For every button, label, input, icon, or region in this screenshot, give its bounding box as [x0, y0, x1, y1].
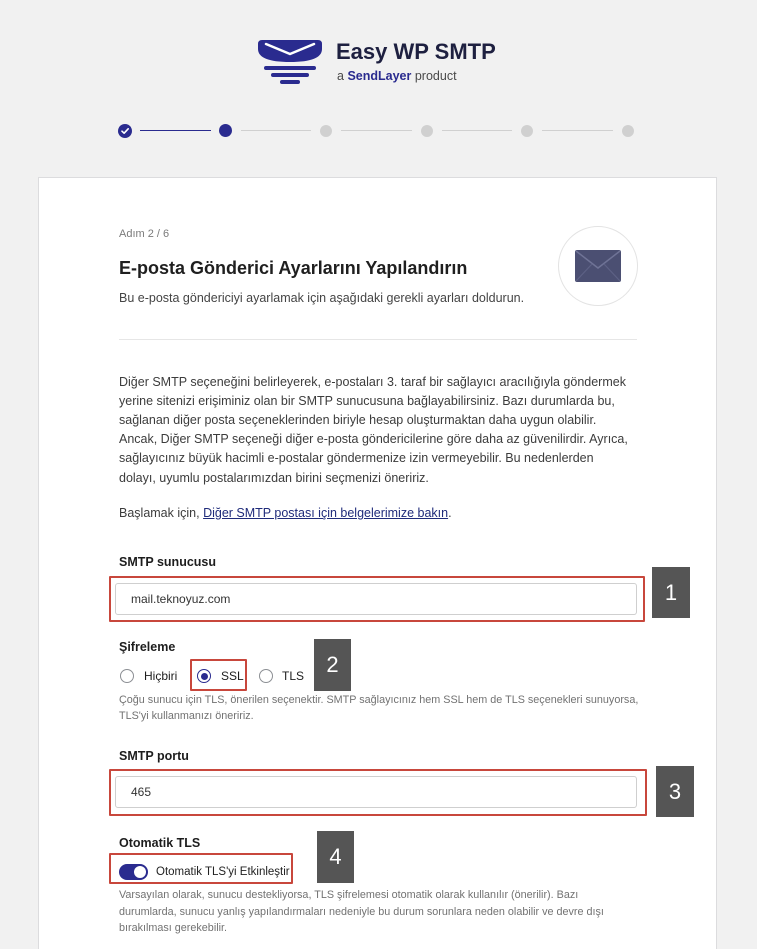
tagline-prefix: a [337, 69, 344, 83]
annotation-badge-1: 1 [652, 567, 690, 618]
docs-cta-suffix: . [448, 506, 452, 520]
progress-connector [542, 130, 613, 131]
header-divider [119, 339, 637, 340]
progress-connector [140, 130, 211, 131]
annotation-box-4 [109, 853, 293, 884]
encryption-help-line: Çoğu sunucu için TLS, önerilen seçenektir. SMTP sağlayıcınız hem SSL hem de TLS seçenekleri sunuyorsa, [119, 694, 639, 706]
annotation-badge-2: 2 [314, 639, 351, 691]
annotation-box-2 [190, 659, 247, 691]
envelope-icon [574, 249, 622, 283]
intro-line: Diğer SMTP seçeneğini belirleyerek, e-postaları 3. taraf bir sağlayıcı aracılığıyla göndermek [119, 374, 626, 389]
check-icon [118, 124, 132, 138]
progress-step-4 [421, 125, 433, 137]
page-title: E-posta Gönderici Ayarlarını Yapılandırın [119, 258, 468, 278]
intro-line: Ancak, Diğer SMTP seçeneği diğer e-posta göndericilerine göre daha az güvenilirdir. Ayrıca, [119, 432, 628, 447]
docs-cta-prefix: Başlamak için, [119, 506, 200, 520]
auto-tls-help-line: durumlarda, sunucu yanlış yapılandırmaları nedeniyle bu durum sorunlara neden olabilir ve devre dışı [119, 906, 604, 918]
logo-tagline [337, 68, 457, 84]
step-icon-circle [558, 226, 638, 306]
intro-line: sağlanan diğer posta seçeneklerinden biriyle hesap oluşturmaktan daha uygun olabilir. [119, 412, 597, 427]
annotation-box-3 [109, 769, 647, 816]
intro-line: yerine sitenizi erişiminiz olan bir SMTP sunucusuna bağlayabilirsiniz. Bazı durumlarda bu, [119, 393, 615, 408]
logo-title: Easy WP SMTP [336, 39, 496, 64]
tagline-suffix: product [414, 69, 457, 83]
auto-tls-label: Otomatik TLS [119, 836, 201, 850]
page-subtitle: Bu e-posta göndericiyi ayarlamak için aşağıdaki gerekli ayarları doldurun. [119, 291, 525, 305]
setup-card [38, 177, 717, 949]
progress-step-1 [118, 124, 132, 138]
encryption-radio-tls[interactable] [259, 669, 273, 683]
step-counter: Adım 2 / 6 [119, 228, 170, 240]
encryption-option-ssl-label[interactable]: SSL [221, 669, 244, 683]
docs-cta [119, 504, 452, 523]
auto-tls-toggle-label[interactable]: Otomatik TLS'yi Etkinleştir [156, 866, 290, 878]
encryption-label: Şifreleme [119, 640, 176, 654]
annotation-badge-3: 3 [656, 766, 694, 817]
progress-connector [341, 130, 412, 131]
intro-line: dolayı, uyumlu postalarımızdan birini seçmenizi öneririz. [119, 470, 429, 485]
progress-connector [442, 130, 513, 131]
progress-step-2 [219, 124, 232, 137]
intro-line: sağlayıcınız büyük hacimli e-postalar göndermenize izin vermeyebilir. Bu nedenlerden [119, 451, 594, 466]
easy-wp-smtp-logo-icon [258, 40, 322, 84]
encryption-option-tls-label[interactable]: TLS [282, 669, 305, 683]
progress-step-3 [320, 125, 332, 137]
progress-stepper [0, 110, 757, 150]
auto-tls-help-line: bırakılması gerekebilir. [119, 922, 228, 934]
encryption-help-line: TLS'yi kullanmanızı öneririz. [119, 710, 254, 722]
docs-link[interactable]: Diğer SMTP postası için belgelerimize bakın [203, 506, 449, 520]
annotation-badge-4: 4 [317, 831, 354, 883]
encryption-radio-none[interactable] [120, 669, 134, 683]
annotation-box-1 [109, 576, 645, 622]
tagline-brand: SendLayer [347, 69, 412, 83]
progress-step-6 [622, 125, 634, 137]
progress-step-5 [521, 125, 533, 137]
smtp-port-label: SMTP portu [119, 749, 189, 763]
progress-connector [241, 130, 312, 131]
encryption-option-none-label[interactable]: Hiçbiri [144, 669, 178, 683]
auto-tls-help-line: Varsayılan olarak, sunucu destekliyorsa, TLS şifrelemesi otomatik olarak kullanılır (önerilir). Bazı [119, 889, 579, 901]
smtp-host-label: SMTP sunucusu [119, 555, 217, 569]
